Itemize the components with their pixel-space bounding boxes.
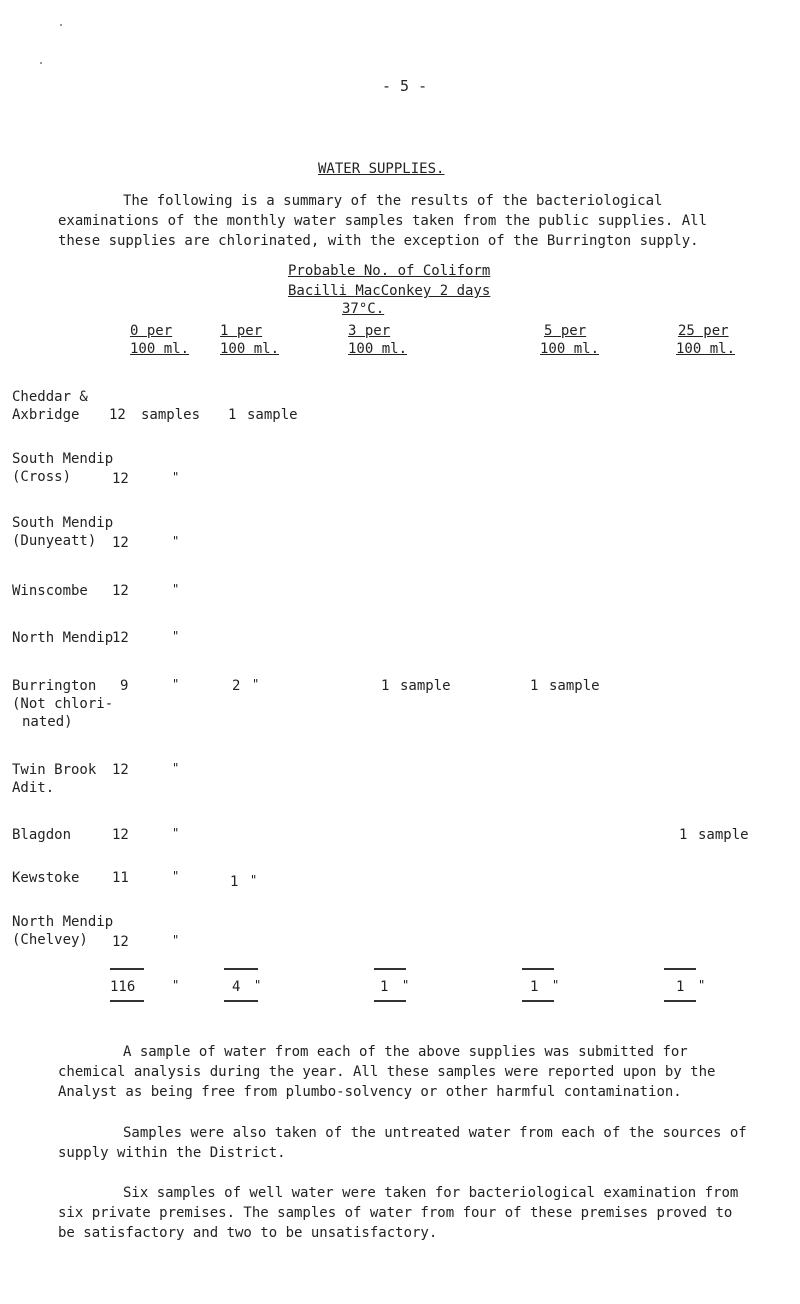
total-twentyfive: 1 xyxy=(676,979,685,995)
total-rule-bottom xyxy=(664,1000,696,1002)
total-unit: " xyxy=(698,978,706,992)
table-title-line2: Bacilli MacConkey 2 days xyxy=(288,283,491,299)
cell-zero-count: 12 xyxy=(112,535,129,551)
cell-five-count: 1 xyxy=(530,678,539,694)
table-row-label: (Chelvey) xyxy=(12,932,88,948)
cell-zero-count: 12 xyxy=(112,934,129,950)
cell-zero-unit: " xyxy=(172,677,180,691)
total-rule-top xyxy=(224,968,258,970)
total-unit: " xyxy=(552,978,560,992)
table-row-label: nated) xyxy=(22,714,73,730)
table-row-label: North Mendip xyxy=(12,914,114,930)
column-header-4-unit: 100 ml. xyxy=(676,341,736,357)
column-header-4: 25 per xyxy=(678,323,729,339)
table-row-label: Winscombe xyxy=(12,583,88,599)
total-rule-bottom xyxy=(224,1000,258,1002)
cell-one-unit: " xyxy=(250,873,258,887)
total-rule-top xyxy=(110,968,144,970)
cell-zero-unit: " xyxy=(172,869,180,883)
cell-three-count: 1 xyxy=(381,678,390,694)
column-header-3: 5 per xyxy=(544,323,587,339)
column-header-2: 3 per xyxy=(348,323,391,339)
table-row-label: (Dunyeatt) xyxy=(12,533,97,549)
cell-twentyfive-unit: sample xyxy=(698,827,749,843)
table-row-label: (Not chlori- xyxy=(12,696,114,712)
total-unit: " xyxy=(402,978,410,992)
table-row-label: South Mendip xyxy=(12,515,114,531)
table-row-label: North Mendip xyxy=(12,630,114,646)
paragraph-chemical-analysis: A sample of water from each of the above supplies was submitted for chemical analysis during the year. All these samples were reported upon by the Analyst as being free from plumbo-solvency or other harmful contamination. xyxy=(58,1044,716,1100)
cell-one-unit: " xyxy=(252,677,260,691)
page-title: WATER SUPPLIES. xyxy=(318,161,445,177)
total-unit: " xyxy=(172,978,180,992)
scan-speck xyxy=(40,62,42,64)
total-rule-bottom xyxy=(522,1000,554,1002)
table-row-label: Kewstoke xyxy=(12,870,80,886)
cell-one-count: 1 xyxy=(230,874,239,890)
column-header-0-unit: 100 ml. xyxy=(130,341,190,357)
cell-zero-count: 12 xyxy=(112,471,129,487)
column-header-1-unit: 100 ml. xyxy=(220,341,280,357)
cell-zero-count: 12 xyxy=(112,630,129,646)
cell-zero-unit: " xyxy=(172,534,180,548)
column-header-2-unit: 100 ml. xyxy=(348,341,408,357)
scan-speck xyxy=(60,24,62,26)
table-row-label: Blagdon xyxy=(12,827,72,843)
intro-paragraph: The following is a summary of the results of the bacteriological examinations of the monthly water samples taken from the public supplies. All these supplies are chlorinated, with the exception of the Burrington supply. xyxy=(58,193,708,249)
cell-zero-unit: " xyxy=(172,470,180,484)
cell-zero-unit: samples xyxy=(141,407,201,423)
total-rule-top xyxy=(664,968,696,970)
paragraph-untreated-water: Samples were also taken of the untreated water from each of the sources of supply within the District. xyxy=(58,1125,747,1161)
page-number: - 5 - xyxy=(382,77,428,95)
table-row-label: Cheddar & xyxy=(12,389,88,405)
cell-five-unit: sample xyxy=(549,678,600,694)
cell-zero-count: 9 xyxy=(120,678,129,694)
total-unit: " xyxy=(254,978,262,992)
cell-twentyfive-count: 1 xyxy=(679,827,688,843)
cell-one-unit: sample xyxy=(247,407,298,423)
table-title-line1: Probable No. of Coliform xyxy=(288,263,491,279)
cell-zero-count: 12 xyxy=(112,827,129,843)
paragraph-well-water: Six samples of well water were taken for bacteriological examination from six private premises. The samples of water from four of these premises proved to be satisfactory and two to be unsatisfactory. xyxy=(58,1185,739,1241)
cell-one-count: 1 xyxy=(228,407,237,423)
cell-zero-count: 12 xyxy=(109,407,126,423)
column-header-1: 1 per xyxy=(220,323,263,339)
cell-one-count: 2 xyxy=(232,678,241,694)
cell-zero-unit: " xyxy=(172,761,180,775)
table-row-label: Adit. xyxy=(12,780,55,796)
table-row-label: (Cross) xyxy=(12,469,72,485)
total-rule-top xyxy=(522,968,554,970)
cell-zero-count: 12 xyxy=(112,762,129,778)
table-row-label: Burrington xyxy=(12,678,97,694)
cell-zero-unit: " xyxy=(172,629,180,643)
table-row-label: South Mendip xyxy=(12,451,114,467)
column-header-0: 0 per xyxy=(130,323,173,339)
cell-zero-count: 12 xyxy=(112,583,129,599)
cell-zero-unit: " xyxy=(172,933,180,947)
cell-zero-unit: " xyxy=(172,826,180,840)
total-three: 1 xyxy=(380,979,389,995)
total-one: 4 xyxy=(232,979,241,995)
cell-zero-count: 11 xyxy=(112,870,129,886)
column-header-3-unit: 100 ml. xyxy=(540,341,600,357)
total-rule-top xyxy=(374,968,406,970)
total-rule-bottom xyxy=(374,1000,406,1002)
table-title-line3: 37°C. xyxy=(342,301,385,317)
cell-three-unit: sample xyxy=(400,678,451,694)
total-rule-bottom xyxy=(110,1000,144,1002)
cell-zero-unit: " xyxy=(172,582,180,596)
total-five: 1 xyxy=(530,979,539,995)
table-row-label: Axbridge xyxy=(12,407,80,423)
total-zero: 116 xyxy=(110,979,136,995)
table-row-label: Twin Brook xyxy=(12,762,97,778)
